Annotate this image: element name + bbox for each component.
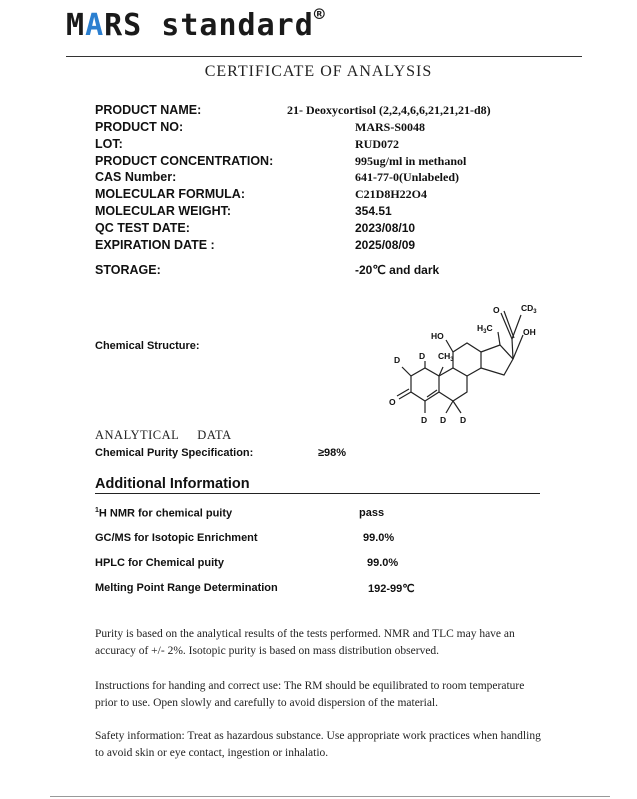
nmr-value: pass (359, 507, 385, 519)
melting-point-label: Melting Point Range Determination (95, 582, 278, 594)
storage-label: STORAGE: (95, 263, 161, 277)
concentration-label: PRODUCT CONCENTRATION: (95, 154, 274, 168)
qc-date-value: 2023/08/10 (355, 221, 416, 235)
lot-label: LOT: (95, 137, 123, 151)
atom-ch3: $CH_3$ (438, 351, 454, 363)
instructions-note: Instructions for handing and correct use: The RM should be equilibrated to room temperature prior to use. Open slowly and carefully to avoid dispersion of the material. (95, 680, 525, 709)
qc-date-label: QC TEST DATE: (95, 221, 190, 235)
lot-value: RUD072 (355, 137, 399, 151)
product-name-label: PRODUCT NAME: (95, 103, 202, 117)
atom-o-top: O (493, 305, 500, 315)
gcms-label: GC/MS for Isotopic Enrichment (95, 532, 258, 544)
atom-ho: HO (431, 331, 444, 341)
formula-label: MOLECULAR FORMULA: (95, 187, 245, 201)
header-rule (66, 56, 582, 57)
gcms-value: 99.0% (363, 532, 395, 544)
hplc-value: 99.0% (367, 557, 399, 569)
document-title: CERTIFICATE OF ANALYSIS (204, 63, 433, 80)
atom-d-2: D (419, 351, 426, 361)
concentration-value: 995ug/ml in methanol (355, 154, 467, 168)
ring-b (439, 368, 467, 401)
cas-label: CAS Number: (95, 170, 177, 184)
footer-rule (50, 796, 610, 797)
product-no-label: PRODUCT NO: (95, 120, 184, 134)
atom-o-left: O (389, 397, 396, 407)
atom-cd3: $CD_3$ (521, 303, 537, 315)
melting-point-value: 192-99℃ (368, 583, 415, 595)
structure-label: Chemical Structure: (95, 340, 200, 352)
nmr-label: $^1$H NMR for chemical puity (95, 507, 233, 520)
purity-note: Purity is based on the analytical results of the tests performed. NMR and TLC may have an accuracy of +/- 2%. Isotopic purity is based on mass distribution observed. (95, 628, 515, 657)
formula-value: C21D8H22O4 (355, 187, 427, 201)
atom-d-1: D (394, 355, 401, 365)
atom-d-6b: D (460, 415, 467, 425)
hplc-label: HPLC for Chemical puity (95, 557, 224, 569)
chemical-structure-diagram (380, 295, 560, 430)
atom-d-6a: D (440, 415, 447, 425)
brand-logo: MARS standard® (66, 4, 326, 43)
safety-note: Safety information: Treat as hazardous substance. Use appropriate work practices when handling to avoid skin or eye contact, ingestion or inhalatio. (95, 730, 541, 759)
product-name-value: 21- Deoxycortisol (2,2,4,6,6,21,21,21-d8) (287, 103, 491, 117)
expiration-label: EXPIRATION DATE : (95, 238, 215, 252)
cas-value: 641-77-0(Unlabeled) (355, 170, 459, 184)
registered-mark: ® (313, 4, 326, 25)
atom-oh: OH (523, 327, 536, 337)
purity-spec-label: Chemical Purity Specification: (95, 447, 254, 459)
atom-d-4: D (421, 415, 428, 425)
ring-a (411, 368, 439, 401)
product-no-value: MARS-S0048 (355, 120, 426, 134)
ring-d (481, 345, 513, 375)
atom-h3c: $H_3C$ (477, 323, 493, 335)
purity-spec-value: ≥98% (318, 447, 347, 459)
weight-label: MOLECULAR WEIGHT: (95, 204, 232, 218)
analytical-data-heading: ANALYTICAL DATA (95, 428, 232, 442)
storage-value: -20℃ and dark (355, 263, 440, 277)
expiration-value: 2025/08/09 (355, 238, 416, 252)
ketone-bond (399, 392, 411, 399)
additional-info-heading: Additional Information (95, 476, 250, 492)
weight-value: 354.51 (355, 204, 392, 218)
additional-info-rule (95, 493, 540, 494)
